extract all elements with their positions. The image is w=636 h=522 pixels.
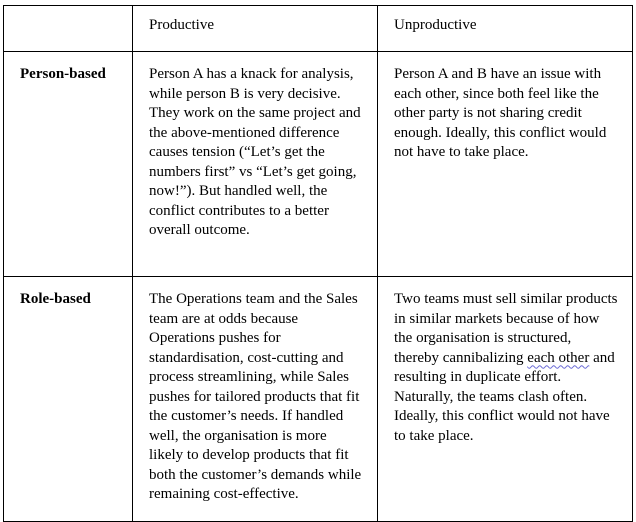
cell-role-unproductive-text-start: Two teams must sell similar products in similar markets because of how the organisation is structured, thereby cannibalizing — [394, 291, 618, 366]
table-row-person-based — [4, 52, 633, 277]
cell-person-productive: Person A has a knack for analysis, while person B is very decisive. They work on the same project and the above-mentioned difference causes tension (“Let’s get the numbers first” vs “Let’s get going, now!”). But handled well, the conflict contributes to a better overall outcome. — [133, 52, 378, 277]
conflict-types-table — [3, 5, 633, 522]
header-cell-empty — [4, 6, 133, 52]
header-row — [4, 6, 633, 52]
table-row-role-based — [4, 277, 633, 522]
row-label-role-based: Role-based — [4, 277, 133, 522]
cell-role-unproductive-text-end: and resulting in duplicate effort. Naturally, the teams clash often. Ideally, this conflict would not have to take place. — [394, 349, 615, 444]
row-label-person-based: Person-based — [4, 52, 133, 277]
header-cell-unproductive: Unproductive — [378, 6, 633, 52]
spellcheck-flagged-text[interactable]: each other — [527, 349, 590, 366]
header-cell-productive: Productive — [133, 6, 378, 52]
cell-role-productive: The Operations team and the Sales team are at odds because Operations pushes for standardisation, cost-cutting and process streamlining, while Sales pushes for tailored products that fit the customer’s needs. If handled well, the organisation is more likely to develop products that fit both the customer’s demands while remaining cost-effective. — [133, 277, 378, 522]
cell-role-unproductive — [378, 277, 633, 522]
cell-person-unproductive: Person A and B have an issue with each other, since both feel like the other party is not sharing credit enough. Ideally, this conflict would not have to take place. — [378, 52, 633, 277]
